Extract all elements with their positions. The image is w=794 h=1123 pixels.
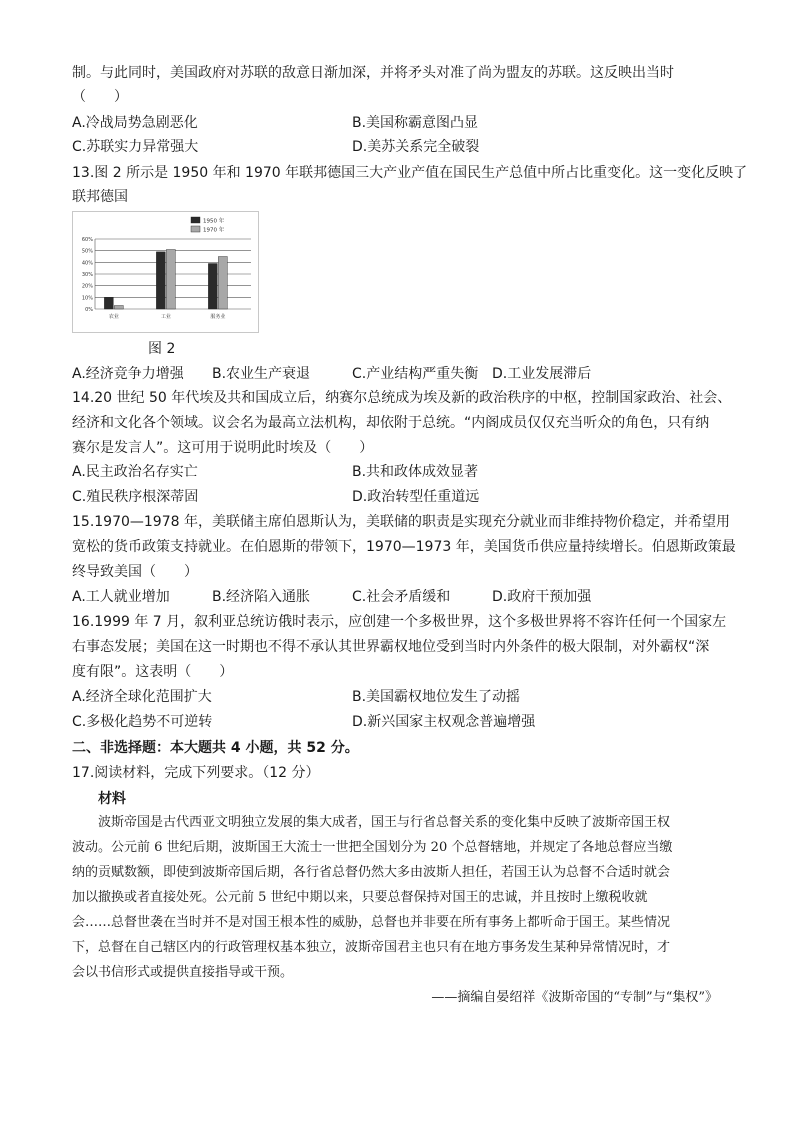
legend-label: 1950 年 bbox=[203, 218, 225, 225]
material-line-1: 波斯帝国是古代西亚文明独立发展的集大成者，国王与行省总督关系的变化集中反映了波斯帝国王权 bbox=[98, 815, 671, 830]
q17-stem: 17.阅读材料，完成下列要求。（12 分） bbox=[72, 765, 320, 781]
q16-stem-line1: 16.1999 年 7 月，叙利亚总统访俄时表示，应创建一个多极世界，这个多极世界将不容许任何一个国家左 bbox=[72, 614, 727, 630]
q14-stem-line3: 赛尔是发言人”。这可用于说明此时埃及（ ） bbox=[72, 440, 374, 456]
bar bbox=[218, 257, 227, 310]
legend-swatch bbox=[191, 217, 200, 223]
q14-option-b[interactable]: B.共和政体成效显著 bbox=[352, 464, 479, 480]
x-tick-label: 服务业 bbox=[210, 314, 226, 320]
q16-stem-line2: 右事态发展；美国在这一时期也不得不承认其世界霸权地位受到当时内外条件的极大限制，对外霸权“深 bbox=[72, 639, 710, 655]
q13-option-a[interactable]: A.经济竞争力增强 bbox=[72, 366, 184, 382]
bar bbox=[208, 264, 217, 310]
bar-chart-figure bbox=[72, 211, 259, 333]
q15-stem-line2: 宽松的货币政策支持就业。在伯恩斯的带领下，1970—1973 年，美国货币供应量持续增长。伯恩斯政策最 bbox=[72, 539, 736, 555]
q14-option-a[interactable]: A.民主政治名存实亡 bbox=[72, 464, 198, 480]
bar bbox=[166, 250, 175, 310]
q15-stem-line1: 15.1970—1978 年，美联储主席伯恩斯认为，美联储的职责是实现充分就业而非维持物价稳定，并希望用 bbox=[72, 514, 730, 530]
bar-chart bbox=[73, 212, 258, 332]
q13-option-b[interactable]: B.农业生产衰退 bbox=[212, 366, 311, 382]
figure-caption: 图 2 bbox=[148, 341, 176, 357]
material-line-4: 加以撤换或者直接处死。公元前 5 世纪中期以来，只要总督保持对国王的忠诚，并且按时上缴税收就 bbox=[72, 890, 648, 905]
x-tick-label: 农业 bbox=[108, 314, 119, 320]
q12-option-d[interactable]: D.美苏关系完全破裂 bbox=[352, 139, 480, 155]
q13-option-d[interactable]: D.工业发展滞后 bbox=[492, 366, 592, 382]
material-source: ——摘编自晏绍祥《波斯帝国的“专制”与“集权”》 bbox=[431, 990, 718, 1005]
q12-option-b[interactable]: B.美国称霸意图凸显 bbox=[352, 115, 479, 131]
section-heading: 二、非选择题：本大题共 4 小题，共 52 分。 bbox=[72, 740, 359, 756]
material-line-6: 下，总督在自己辖区内的行政管理权基本独立，波斯帝国君主也只有在地方事务发生某种异常情况时，才 bbox=[72, 940, 671, 955]
q15-option-d[interactable]: D.政府干预加强 bbox=[492, 589, 592, 605]
q16-option-a[interactable]: A.经济全球化范围扩大 bbox=[72, 689, 212, 705]
q12-stem: 制。与此同时，美国政府对苏联的敌意日渐加深，并将矛头对准了尚为盟友的苏联。这反映出当时 bbox=[72, 65, 674, 81]
y-tick-label: 0% bbox=[85, 307, 93, 313]
q16-option-d[interactable]: D.新兴国家主权观念普遍增强 bbox=[352, 714, 536, 730]
y-tick-label: 20% bbox=[81, 283, 93, 290]
bar bbox=[104, 297, 113, 309]
q14-option-d[interactable]: D.政治转型任重道远 bbox=[352, 489, 480, 505]
y-tick-label: 10% bbox=[81, 295, 93, 302]
q13-stem-line1: 13.图 2 所示是 1950 年和 1970 年联邦德国三大产业产值在国民生产总值中所占比重变化。这一变化反映了 bbox=[72, 165, 748, 181]
q12-answer-blank: （ ） bbox=[72, 89, 128, 105]
q14-stem-line2: 经济和文化各个领域。议会名为最高立法机构，却依附于总统。“内阁成员仅仅充当听众的角色，只有纳 bbox=[72, 415, 710, 431]
q13-option-c[interactable]: C.产业结构严重失衡 bbox=[352, 366, 479, 382]
material-line-3: 纳的贡赋数额，即使到波斯帝国后期，各行省总督仍然大多由波斯人担任，若国王认为总督不合适时就会 bbox=[72, 865, 671, 880]
material-line-2: 波动。公元前 6 世纪后期，波斯国王大流士一世把全国划分为 20 个总督辖地，并规定了各地总督应当缴 bbox=[72, 840, 673, 855]
q12-option-a[interactable]: A.冷战局势急剧恶化 bbox=[72, 115, 198, 131]
y-tick-label: 40% bbox=[81, 260, 93, 267]
y-tick-label: 30% bbox=[81, 272, 93, 278]
bar bbox=[156, 252, 165, 309]
q15-option-a[interactable]: A.工人就业增加 bbox=[72, 589, 170, 605]
bar bbox=[114, 306, 123, 310]
q16-option-c[interactable]: C.多极化趋势不可逆转 bbox=[72, 714, 213, 730]
q15-option-c[interactable]: C.社会矛盾缓和 bbox=[352, 589, 451, 605]
x-tick-label: 工业 bbox=[160, 314, 171, 320]
q14-stem-line1: 14.20 世纪 50 年代埃及共和国成立后，纳赛尔总统成为埃及新的政治秩序的中枢，控制国家政治、社会、 bbox=[72, 390, 732, 406]
legend-swatch bbox=[191, 226, 200, 232]
material-title: 材料 bbox=[98, 791, 126, 807]
q13-stem-line2: 联邦德国 bbox=[72, 189, 128, 205]
y-tick-label: 60% bbox=[81, 237, 93, 243]
material-line-7: 会以书信形式或提供直接指导或干预。 bbox=[72, 965, 294, 980]
material-line-5: 会……总督世袭在当时并不是对国王根本性的威胁，总督也并非要在所有事务上都听命于国王。某些情况 bbox=[72, 915, 671, 930]
q16-option-b[interactable]: B.美国霸权地位发生了动摇 bbox=[352, 689, 521, 705]
q16-stem-line3: 度有限”。这表明（ ） bbox=[72, 664, 234, 680]
q12-option-c[interactable]: C.苏联实力异常强大 bbox=[72, 139, 199, 155]
y-tick-label: 50% bbox=[81, 248, 93, 255]
q15-option-b[interactable]: B.经济陷入通胀 bbox=[212, 589, 311, 605]
q15-stem-line3: 终导致美国（ ） bbox=[72, 564, 198, 580]
legend-label: 1970 年 bbox=[203, 227, 225, 234]
q14-option-c[interactable]: C.殖民秩序根深蒂固 bbox=[72, 489, 199, 505]
